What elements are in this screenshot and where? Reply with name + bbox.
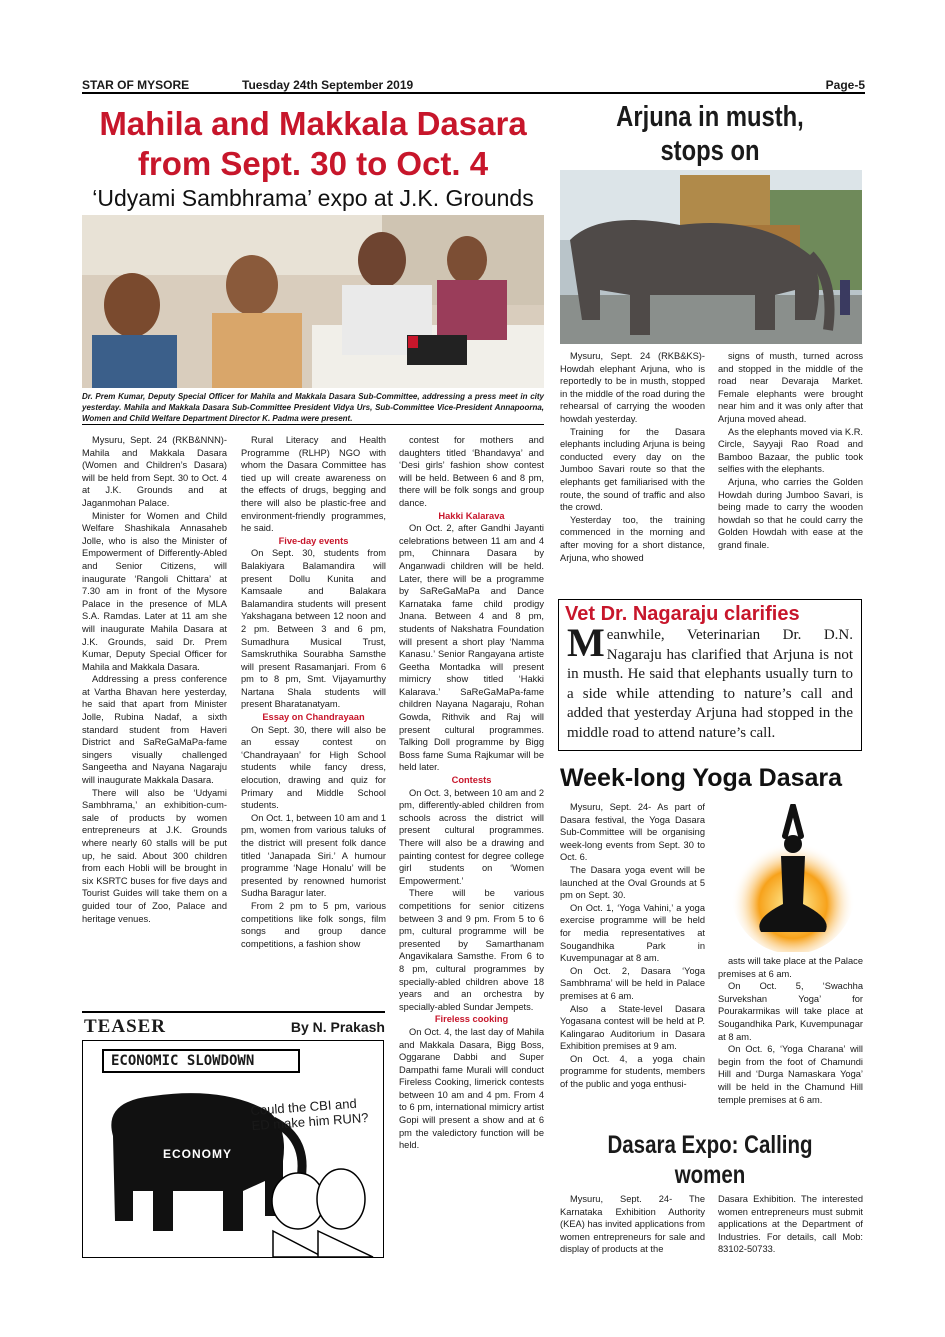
vet-text: eanwhile, Veterinarian Dr. D.N. Nagaraju has clarified that Arjuna is not in musth. He said that elephants usually turn to a side while attending to nature’s call and added that yesterday Arjuna had stopped in the middle road to attend nature’s call. xyxy=(567,627,853,741)
teaser-title: TEASER xyxy=(84,1016,167,1037)
expo-headline-line1: Dasara Expo: Calling women xyxy=(607,1131,813,1189)
cartoon-speech: Could the CBI and ED make him RUN? xyxy=(250,1095,369,1134)
main-headline-line1: Mahila and Makkala Dasara xyxy=(99,105,527,142)
paragraph: Minister for Women and Child Welfare Shashikala Annasaheb Jolle, who is also the Minister of Empowerment of Differently-Abled and Senior Citizens, will inaugurate ‘Rangoli Chittara’ at 7.30 am in front of the Mysore Palace in the presence of MLA S.A. Ramdas. Later at 11 am she will inaugurate Mahila Dasara at J.K. Grounds, said Dr. Prem Kumar, Deputy Special Officer for Mahila and Makkala Dasara. xyxy=(82,510,227,672)
paragraph: There will also be ‘Udyami Sambhrama,’ an exhibition-cum-sale of products by women entrepreneurs at J.K. Grounds where nearly 60 stalls will be put up, he said. About 300 children from each Hobli will be brought in six KSRTC buses for five days and Tourist Guides will take them on a guided tour of Zoo, Palace and heritage venues. xyxy=(82,787,227,924)
paragraph: On Oct. 1, between 10 am and 1 pm, women from various taluks of the district will present folk dance titled ‘Janapada Siri.’ A humour programme ‘Nage Honalu’ will be presented by renowned humorist Sudha Baragur later. xyxy=(241,812,386,899)
paragraph: Arjuna, who carries the Golden Howdah during Jumboo Savari, is being made to carry the wooden howdah so that he could carry the Golden Howdah with ease at the grand finale. xyxy=(718,476,863,550)
publication-name: STAR OF MYSORE xyxy=(82,78,190,92)
arjuna-photo xyxy=(560,170,862,344)
subheading: Essay on Chandrayaan xyxy=(262,712,365,723)
expo-headline xyxy=(557,1130,863,1192)
paragraph: On Oct. 2, Dasara ‘Yoga Sambhrama’ will be held in Palace premises at 6 am. xyxy=(560,965,705,1001)
teaser-header xyxy=(82,1011,385,1039)
paragraph: Also a State-level Dasara Yogasana contest will be held at P. Kalingarao Auditorium in Dasara Exhibition premises at 9 am. xyxy=(560,1003,705,1052)
paragraph: contest for mothers and daughters titled ‘Bhandavya’ and ‘Desi girls’ fashion show contest will be held. Between 6 and 8 pm, there will be folk songs and group dance. xyxy=(399,435,544,508)
subheading: Hakki Kalarava xyxy=(438,510,505,521)
main-subhead: ‘Udyami Sambhrama’ expo at J.K. Grounds xyxy=(92,185,534,211)
paragraph: signs of musth, turned across and stopped in the middle of the road near Devaraja Market. Female elephants were brought near him and it was only after that Arjuna moved ahead. xyxy=(718,351,863,424)
paragraph: As the elephants moved via K.R. Circle, Sayyaji Rao Road and Bamboo Bazaar, the public took selfies with the elephants. xyxy=(718,426,863,475)
teaser-cartoon xyxy=(82,1040,384,1258)
dropcap: M xyxy=(567,620,605,665)
arjuna-column-2 xyxy=(718,350,863,552)
subheading: Fireless cooking xyxy=(434,1014,509,1025)
paragraph: Yesterday too, the training commenced in the morning and after moving for a short distance, Arjuna, who showed xyxy=(560,514,705,563)
paragraph: asts will take place at the Palace premises at 6 am. xyxy=(718,956,863,979)
expo-headline-line2 xyxy=(585,1190,836,1192)
paragraph: On Sept. 30, there will also be an essay contest on ‘Chandrayaan’ for High School students while fancy dress, elocution, drawing and quiz for Primary and Middle School students. xyxy=(241,724,386,811)
cartoon-banner: ECONOMIC SLOWDOWN xyxy=(111,1053,255,1069)
paragraph: Mysuru, Sept. 24- As part of Dasara festival, the Yoga Dasara Sub-Committee will be organising week-long events from Sept. 30 to Oct. 6. xyxy=(560,802,705,863)
paragraph: Dasara Exhibition. The interested women entrepreneurs must submit applications at the Department of Industries. For details, call Mob: 83102-50733. xyxy=(718,1194,863,1255)
page-number: Page-5 xyxy=(825,78,865,92)
issue-date: Tuesday 24th September 2019 xyxy=(242,78,414,92)
paragraph: Rural Literacy and Health Programme (RLHP) NGO with whom the Dasara Committee has tied up will create awareness on the effects of drugs, begging and there will also be plastic-free and environment-friendly programmes, he said. xyxy=(241,435,386,534)
vet-title: Vet Dr. Nagaraju clarifies xyxy=(565,603,800,625)
main-headline-line2: from Sept. 30 to Oct. 4 xyxy=(137,145,489,182)
masthead xyxy=(82,78,865,94)
photo-caption: Dr. Prem Kumar, Deputy Special Officer for Mahila and Makkala Dasara Sub-Committee, addressing a press meet in city yesterday. Mahila and Makkala Dasara Sub-Committee President Vidya Urs, Sub-Committee Vice-President Annapoorna, Women and Child Welfare Department Director K. Padma were present. xyxy=(82,392,544,423)
yoga-column-2 xyxy=(718,955,863,1106)
paragraph: On Oct. 3, between 10 am and 2 pm, differently-abled children from schools across the district will present cultural programmes. There will also be a drawing and painting contest for degree college girl students on ‘Women Empowerment.’ xyxy=(399,787,544,886)
paragraph: On Oct. 6, ‘Yoga Charana’ will begin from the foot of Chamundi Hill and ‘Durga Namaskara Yoga’ will be held in the Chamund Hill temple premises at 6 am. xyxy=(718,1044,863,1105)
paragraph: Mysuru, Sept. 24 (RKB&KS)- Howdah elephant Arjuna, who is reportedly to be in musth, stopped in the middle of the road during the rehearsal of carrying the wooden howdah yesterday. xyxy=(560,351,705,424)
paragraph: Training for the Dasara elephants including Arjuna is being conducted every day on the Jumboo Savari route so that the elephants get familiarised with the route, the sound of traffic and also the crowd. xyxy=(560,426,705,513)
paragraph: On Sept. 30, students from Balakiyara Balamandira will present Dollu Kunita and Kamsaale and Balakara Balamandira students will present Yakshagana between 12 noon and 2 pm. Between 3 and 6 pm, Sumadhura Musical Trust, Samskruthika Sourabha Samsthe will present Rasamanjari. From 6 pm to 8 pm, Smt. Vijayamurthy Nartana Shala students will present Bharatanatyam. xyxy=(241,548,386,710)
vet-body xyxy=(559,620,861,743)
yoga-illustration xyxy=(723,804,863,952)
expo-column-2 xyxy=(718,1193,863,1256)
paragraph: On Oct. 5, ‘Swachha Survekshan Yoga’ for Pourakarmikas will take place at Sougandhika Park, Kuvempunagar at 8 am. xyxy=(718,981,863,1042)
main-story-column-2 xyxy=(241,434,386,950)
yoga-column-1 xyxy=(560,801,705,1091)
paragraph: There will be various competitions for senior citizens between 3 and 9 pm. From 5 to 6 pm, cultural programme will be presented by Samarthanam Angavikalara Samsthe. From 6 to 8 pm, cultural programmes by specially-abled children above 18 years and an orchestra by specially-abled Sundar Jempets. xyxy=(399,888,544,1012)
paragraph: On Oct. 1, ‘Yoga Vahini,’ a yoga exercise programme will be held for media representatives at Sougandhika Park in Kuvempunagar at 8 am. xyxy=(560,902,705,964)
arjuna-column-1 xyxy=(560,350,705,564)
main-story-column-3 xyxy=(399,434,544,1152)
arjuna-headline-line1: Arjuna in musth, stops on xyxy=(616,101,804,167)
paragraph: Addressing a press conference at Vartha Bhavan here yesterday, he said that apart from Minister Jolle, Rubina Nadaf, a sixth standard student from Haveri District and SaReGaMaPa-fame singers visually challenged Sangeetha and Nayana Nagaraju will inaugurate Makkala Dasara. xyxy=(82,674,227,786)
paragraph: The Dasara yoga event will be launched at the Oval Grounds at 5 pm on Sept. 30. xyxy=(560,864,705,901)
main-headline xyxy=(82,104,544,184)
expo-column-1 xyxy=(560,1193,705,1256)
paragraph: On Oct. 4, the last day of Mahila and Makkala Dasara, Bigg Boss, Oggarane Dabbi and Super Dampathi fame Murali will conduct Fireless Cooking, limerick contests between 10 am and 4 pm. From 4 to 6 pm, international mimicry artist Gopi will present a show and at 6 pm the valedictory function will be held. xyxy=(399,1026,544,1151)
yoga-headline: Week-long Yoga Dasara xyxy=(560,764,843,792)
subheading: Contests xyxy=(451,775,492,786)
arjuna-headline xyxy=(557,100,863,170)
vet-box xyxy=(558,599,862,751)
main-story-column-1 xyxy=(82,434,227,925)
teaser-byline: By N. Prakash xyxy=(290,1019,385,1035)
elephant-label: ECONOMY xyxy=(163,1147,233,1161)
paragraph: On Oct. 2, after Gandhi Jayanti celebrations between 11 am and 4 pm, Chinnara Dasara by Anganwadi children will be held. Later, there will be a programme by SaReGaMaPa and Dance Karnataka fame child prodigy Jnana. Between 4 and 8 pm, students of Nakshatra Foundation will present a short play ‘Namma Kanasu.’ Senior Rangayana artiste Geetha Montadka will present mimicry show titled ‘Hakki Kalarava.’ SaReGaMaPa-fame children Nayana Nagaraju, Rohan Gowda, Rithvik and Raj will present cultural programmes. Talking Doll programme by Bigg Boss fame Suma Rajkumar will be held later. xyxy=(399,523,544,773)
paragraph: Mysuru, Sept. 24- The Karnataka Exhibition Authority (KEA) has invited applications from women entrepreneurs for sale and display of products at the xyxy=(560,1194,705,1255)
press-meet-photo xyxy=(82,215,544,388)
paragraph: Mysuru, Sept. 24 (RKB&NNN)- Mahila and Makkala Dasara (Women and Children’s Dasara) will be held from Sept. 30 to Oct. 4 at J.K. Grounds and at Jaganmohan Palace. xyxy=(82,435,227,508)
paragraph: On Oct. 4, a yoga chain programme for students, members of the public and yoga enthusi- xyxy=(560,1053,705,1090)
subheading: Five-day events xyxy=(278,535,349,546)
paragraph: From 2 pm to 5 pm, various competitions like folk songs, film songs and group dance competitions, a fashion show xyxy=(241,900,386,949)
